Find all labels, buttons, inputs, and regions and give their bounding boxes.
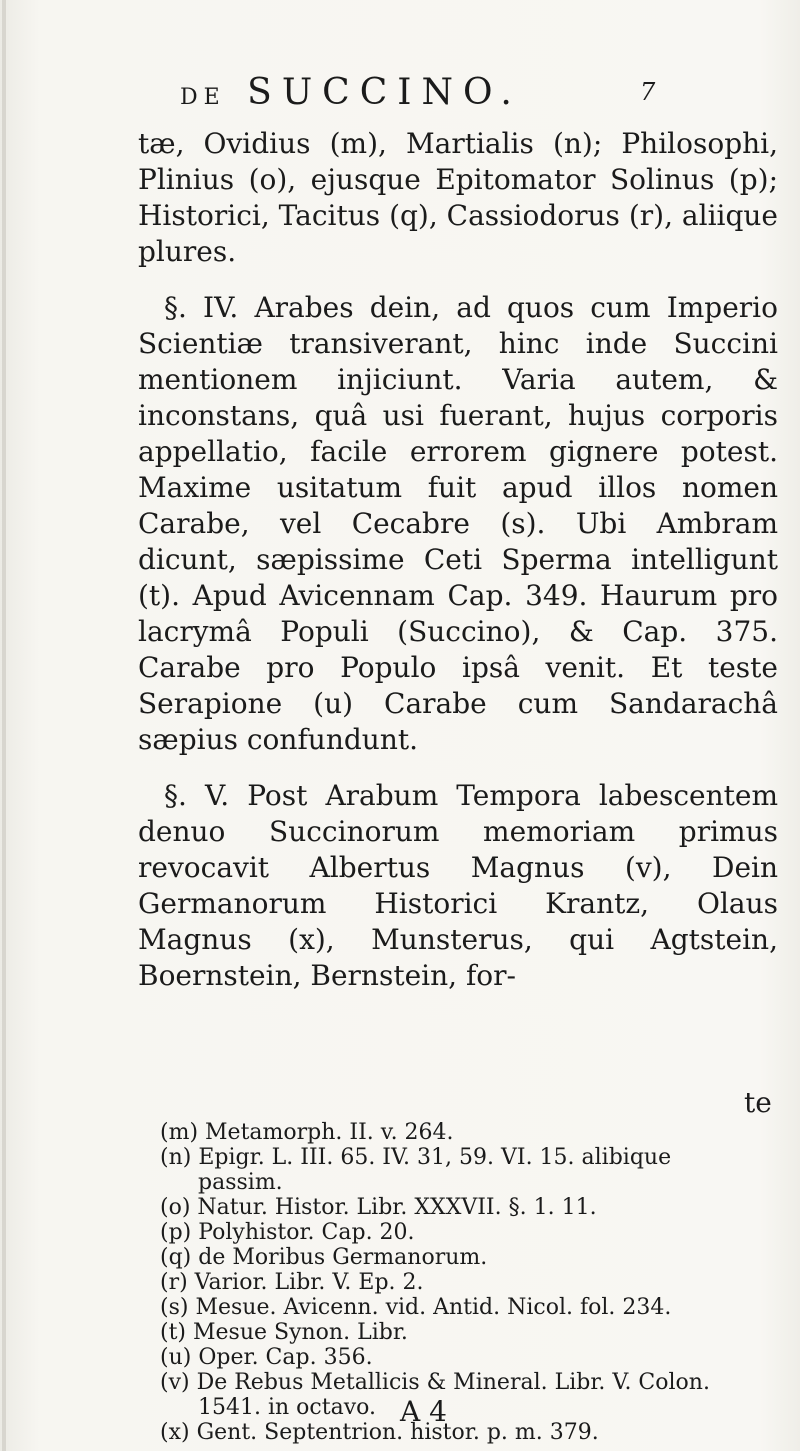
running-title-main: SUCCINO.	[247, 72, 522, 113]
paragraph-continuation: tæ, Ovidius (m), Martialis (n); Philosophi, Plinius (o), ejusque Epitomator Solinus (p); Historici, Tacitus (q), Cassiodorus (r), aliique plures.	[138, 127, 778, 268]
main-text	[138, 126, 778, 994]
footnote: (n) Epigr. L. III. 65. IV. 31, 59. VI. 15. alibique passim.	[160, 1145, 672, 1195]
footnote: (m) Metamorph. II. v. 264.	[160, 1120, 454, 1145]
page-number: 7	[640, 78, 656, 106]
footnote: (p) Polyhistor. Cap. 20.	[160, 1220, 415, 1245]
footnote: (u) Oper. Cap. 356.	[160, 1345, 373, 1370]
footnote: (o) Natur. Histor. Libr. XXXVII. §. 1. 11.	[160, 1195, 597, 1220]
paragraph-section-4: §. IV. Arabes dein, ad quos cum Imperio Scientiæ transiverant, hinc inde Succini mentionem injiciunt. Varia autem, & inconstans, quâ usi fuerant, hujus corporis appellatio, facile errorem gignere potest. Maxime usitatum fuit apud illos nomen Carabe, vel Cecabre (s). Ubi Ambram dicunt, sæpissime Ceti Sperma intelligunt (t). Apud Avicennam Cap. 349. Haurum pro lacrymâ Populi (Succino), & Cap. 375. Carabe pro Populo ipsâ venit. Et teste Serapione (u) Carabe cum Sandarachâ sæpius confundunt.	[138, 291, 778, 756]
catchword: te	[744, 1086, 772, 1119]
footnotes	[160, 1120, 760, 1445]
footnote: (t) Mesue Synon. Libr.	[160, 1320, 408, 1345]
signature-mark: A 4	[400, 1395, 447, 1428]
footnote: (s) Mesue. Avicenn. vid. Antid. Nicol. fol. 234.	[160, 1295, 672, 1320]
page-edge-shadow	[2, 0, 6, 1451]
running-header	[0, 72, 800, 112]
running-title	[180, 72, 522, 113]
paragraph-section-5: §. V. Post Arabum Tempora labescentem denuo Succinorum memoriam primus revocavit Albertus Magnus (v), Dein Germanorum Historici Krantz, Olaus Magnus (x), Munsterus, qui Agtstein, Boernstein, Bernstein, for-	[138, 779, 778, 992]
footnote: (r) Varior. Libr. V. Ep. 2.	[160, 1270, 424, 1295]
footnote: (q) de Moribus Germanorum.	[160, 1245, 488, 1270]
footnote: (v) De Rebus Metallicis & Mineral. Libr. V. Colon. 1541. in octavo.	[160, 1370, 710, 1420]
running-title-prefix: DE	[180, 85, 226, 110]
footnote: (x) Gent. Septentrion. histor. p. m. 379.	[160, 1420, 599, 1445]
